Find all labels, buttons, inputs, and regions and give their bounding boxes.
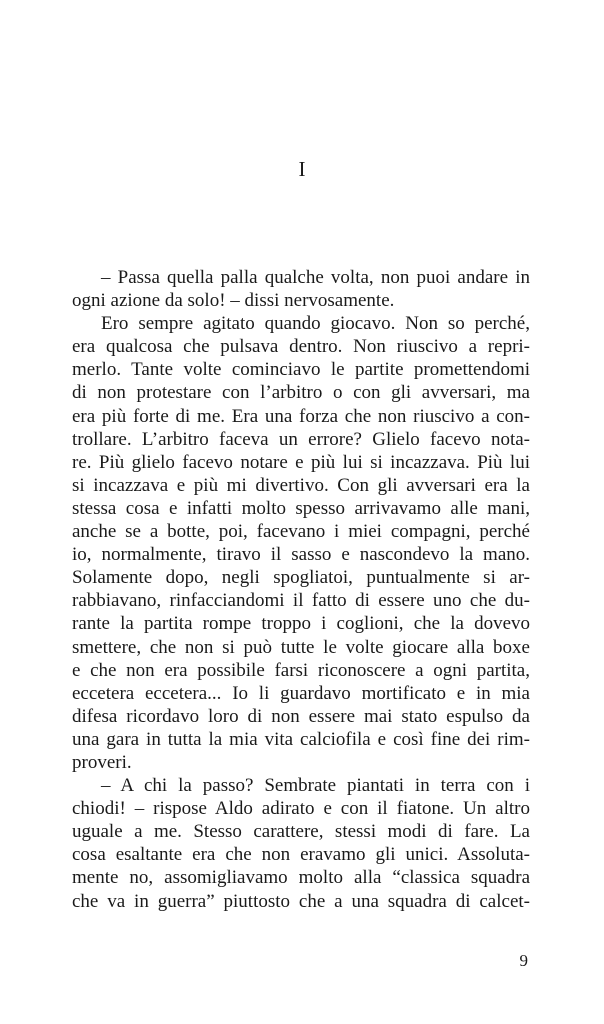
text-line: e che non era possibile farsi riconoscere a ogni partita, bbox=[72, 659, 530, 681]
text-line: difesa ricordavo loro di non essere mai stato espulso da bbox=[72, 705, 530, 727]
text-line: di non protestare con l’arbitro o con gli avversari, ma bbox=[72, 382, 530, 404]
text-line: eccetera eccetera... Io li guardavo mortificato e in mia bbox=[72, 682, 530, 704]
text-line: ogni azione da solo! – dissi nervosamente. bbox=[72, 290, 395, 312]
text-line: che va in guerra” piuttosto che a una squadra di calcet- bbox=[72, 890, 530, 912]
text-line: chiodi! – rispose Aldo adirato e con il fiatone. Un altro bbox=[72, 798, 530, 820]
text-line: stessa cosa e infatti molto spesso arrivavamo alle mani, bbox=[72, 497, 530, 519]
text-line: re. Più glielo facevo notare e più lui si incazzava. Più lui bbox=[72, 451, 530, 473]
text-line: – Passa quella palla qualche volta, non puoi andare in bbox=[101, 267, 530, 288]
text-line: proveri. bbox=[72, 751, 132, 773]
text-line: era qualcosa che pulsava dentro. Non riuscivo a repri- bbox=[72, 336, 530, 358]
text-line: cosa esaltante era che non eravamo gli unici. Assoluta- bbox=[72, 844, 530, 866]
text-line: Solamente dopo, negli spogliatoi, puntualmente si ar- bbox=[72, 567, 530, 589]
text-line: merlo. Tante volte cominciavo le partite promettendomi bbox=[72, 359, 530, 381]
chapter-number: I bbox=[298, 157, 306, 181]
text-line: si incazzava e più mi divertivo. Con gli avversari era la bbox=[72, 474, 530, 496]
text-line: smettere, che non si può tutte le volte giocare alla boxe bbox=[72, 636, 530, 658]
text-line: io, normalmente, tiravo il sasso e nascondevo la mano. bbox=[72, 544, 530, 566]
body-text bbox=[72, 266, 530, 913]
text-line: rante la partita rompe troppo i coglioni, che la dovevo bbox=[72, 613, 530, 635]
text-line: uguale a me. Stesso carattere, stessi modi di fare. La bbox=[72, 821, 530, 843]
text-line: trollare. L’arbitro faceva un errore? Glielo facevo nota- bbox=[72, 428, 530, 450]
text-line: una gara in tutta la mia vita calciofila e così fine dei rim- bbox=[72, 728, 530, 750]
text-line: mente no, assomigliavamo molto alla “classica squadra bbox=[72, 867, 530, 889]
text-line: rabbiavano, rinfacciandomi il fatto di essere uno che du- bbox=[72, 590, 530, 612]
text-line: – A chi la passo? Sembrate piantati in terra con i bbox=[101, 775, 530, 797]
text-line: anche se a botte, poi, facevano i miei compagni, perché bbox=[72, 521, 530, 543]
page-number: 9 bbox=[519, 951, 528, 970]
text-line: era più forte di me. Era una forza che non riuscivo a con- bbox=[72, 405, 530, 427]
text-line: Ero sempre agitato quando giocavo. Non so perché, bbox=[101, 313, 530, 335]
